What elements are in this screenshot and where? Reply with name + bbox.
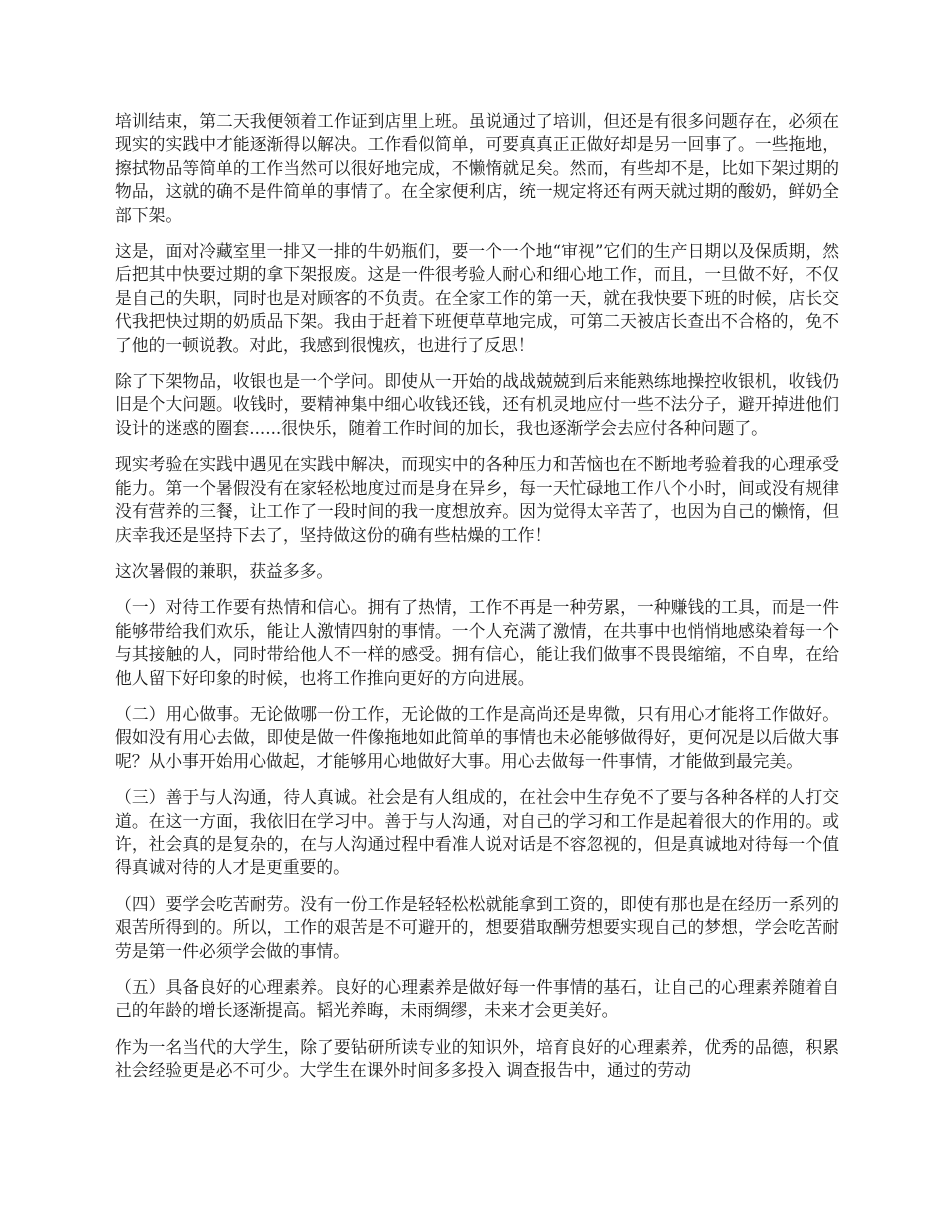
paragraph-milk-shelf: 这是，面对冷藏室里一排又一排的牛奶瓶们，要一个一个地“审视”它们的生产日期以及保质期，然后把其中快要过期的拿下架报废。这是一件很考验人耐心和细心地工作，而且，一旦做不好，不仅是自己的失职，同时也是对顾客的不负责。在全家工作的第一天，就在我快要下班的时候，店长交代我把快过期的奶质品下架。我由于赶着下班便草草地完成，可第二天被店长查出不合格的，免不了他的一顿说教。对此，我感到很愧疚，也进行了反思！ <box>115 241 839 355</box>
paragraph-point-5: （五）具备良好的心理素养。良好的心理素养是做好每一件事情的基石，让自己的心理素养随着自己的年龄的增长逐渐提高。韬光养晦，未雨绸缪，未来才会更美好。 <box>115 977 839 1021</box>
document-body <box>115 110 839 1096</box>
paragraph-point-1: （一）对待工作要有热情和信心。拥有了热情，工作不再是一种劳累，一种赚钱的工具，而是一件能够带给我们欢乐，能让人激情四射的事情。一个人充满了激情，在共事中也悄悄地感染着每一个与其接触的人，同时带给他人不一样的感受。拥有信心，能让我们做事不畏畏缩缩，不自卑，在给他人留下好印象的时候，也将工作推向更好的方向进展。 <box>115 597 839 688</box>
paragraph-cashier: 除了下架物品，收银也是一个学问。即使从一开始的战战兢兢到后来能熟练地操控收银机，收钱仍旧是个大问题。收钱时，要精神集中细心收钱还钱，还有机灵地应付一些不法分子，避开掉进他们设计的迷惑的圈套......很快乐，随着工作时间的加长，我也逐渐学会去应付各种问题了。 <box>115 371 839 438</box>
paragraph-reality-test: 现实考验在实践中遇见在实践中解决，而现实中的各种压力和苦恼也在不断地考验着我的心理承受能力。第一个暑假没有在家轻松地度过而是身在异乡，每一天忙碌地工作八个小时，间或没有规律没有营养的三餐，让工作了一段时间的我一度想放弃。因为觉得太辛苦了，也因为自己的懒惰，但庆幸我还是坚持下去了，坚持做这份的确有些枯燥的工作！ <box>115 454 839 545</box>
paragraph-conclusion: 作为一名当代的大学生，除了要钻研所读专业的知识外，培育良好的心理素养，优秀的品德，积累社会经验更是必不可少。大学生在课外时间多多投入 调查报告中，通过的劳动 <box>115 1036 839 1081</box>
paragraph-summary: 这次暑假的兼职，获益多多。 <box>115 560 334 581</box>
paragraph-point-2: （二）用心做事。无论做哪一份工作，无论做的工作是高尚还是卑微，只有用心才能将工作做好。假如没有用心去做，即使是做一件像拖地如此简单的事情也未必能够做得好，更何况是以后做大事呢？从小事开始用心做起，才能够用心地做好大事。用心去做每一件事情，才能做到最完美。 <box>115 703 839 771</box>
paragraph-point-3: （三）善于与人沟通，待人真诚。社会是有人组成的，在社会中生存免不了要与各种各样的人打交道。在这一方面，我依旧在学习中。善于与人沟通，对自己的学习和工作是起着很大的作用的。或许，社会真的是复杂的，在与人沟通过程中看准人说对话是不容忽视的，但是真诚地对待每一个值得真诚对待的人才是更重要的。 <box>115 787 839 878</box>
paragraph-point-4: （四）要学会吃苦耐劳。没有一份工作是轻轻松松就能拿到工资的，即使有那也是在经历一系列的艰苦所得到的。所以，工作的艰苦是不可避开的，想要猎取酬劳想要实现自己的梦想，学会吃苦耐劳是第一件必须学会做的事情。 <box>115 893 839 961</box>
paragraph-intro-training: 培训结束，第二天我便领着工作证到店里上班。虽说通过了培训，但还是有很多问题存在，必须在现实的实践中才能逐渐得以解决。工作看似简单，可要真真正正做好却是另一回事了。一些拖地，擦拭物品等简单的工作当然可以很好地完成，不懒惰就足矣。然而，有些却不是，比如下架过期的物品，这就的确不是件简单的事情了。在全家便利店，统一规定将还有两天就过期的酸奶，鲜奶全部下架。 <box>115 111 839 225</box>
